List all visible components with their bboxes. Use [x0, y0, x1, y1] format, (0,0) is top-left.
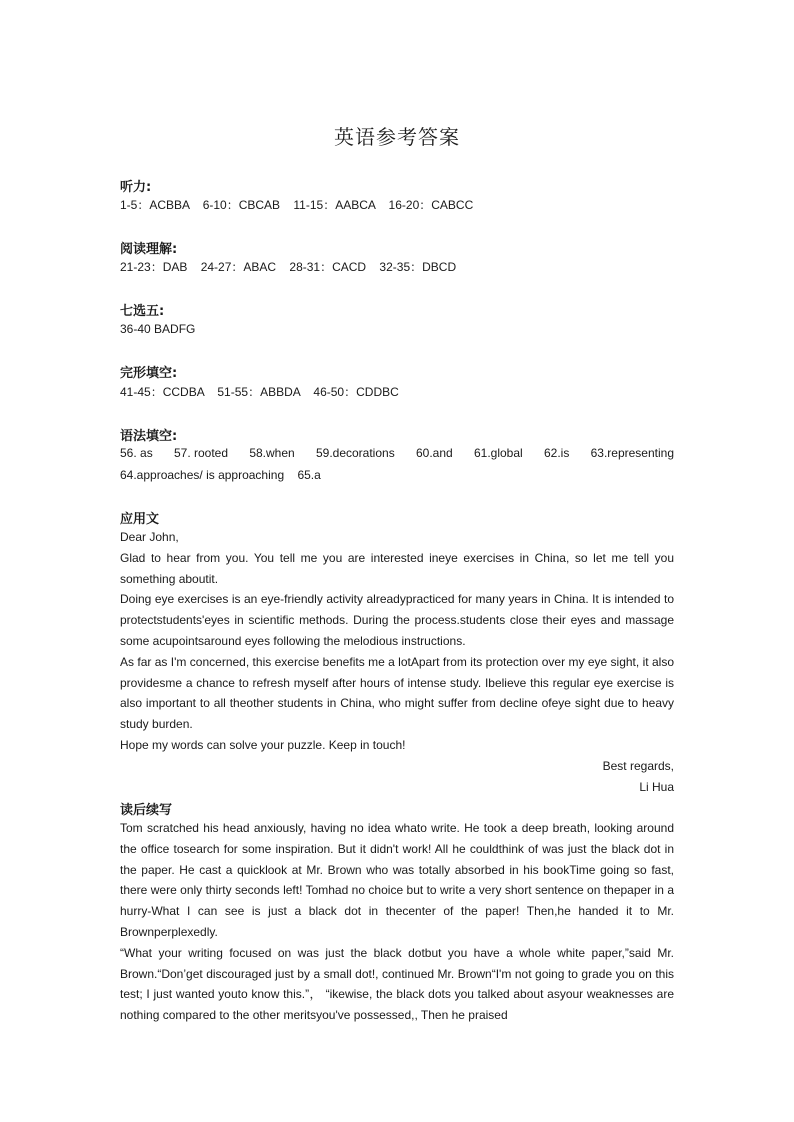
- grammar-answers-line2: 64.approaches/ is approaching 65.a: [120, 468, 321, 482]
- letter-salutation: Dear John,: [120, 530, 179, 544]
- reading-answers: 21-23：DAB 24-27：ABAC 28-31：CACD 32-35：DBCD: [120, 260, 457, 274]
- letter-paragraph: Hope my words can solve your puzzle. Keep in touch!: [120, 737, 406, 752]
- grammar-item: 62.is: [543, 446, 570, 460]
- grammar-item: 60.and: [415, 446, 453, 460]
- listening-answers: 1-5：ACBBA 6-10：CBCAB 11-15：AABCA 16-20：CABCC: [120, 198, 474, 212]
- grammar-item: 61.global: [473, 446, 523, 460]
- letter-body: [120, 527, 674, 756]
- letter-signature: Li Hua: [639, 780, 674, 794]
- grammar-heading: 语法填空:: [120, 429, 178, 444]
- grammar-item: 59.decorations: [315, 446, 395, 460]
- page-title: 英语参考答案: [334, 125, 460, 149]
- letter-paragraph: Doing eye exercises is an eye-friendly activity alreadypracticed for many years in China. It is intended to protectstudents'eyes in scientific methods. During the process.students close their eyes and massage some acupointsaround eyes following the melodious instructions.: [120, 592, 674, 648]
- continuation-body: [120, 818, 674, 1026]
- grammar-item: 56. as: [120, 446, 153, 460]
- grammar-item: 63.representing: [590, 446, 674, 460]
- cloze-answers: 41-45：CCDBA 51-55：ABBDA 46-50：CDDBC: [120, 385, 399, 399]
- grammar-item: 57. rooted: [173, 446, 229, 460]
- letter-paragraph: Glad to hear from you. You tell me you are interested ineye exercises in China, so let me tell you something aboutit.: [120, 550, 674, 586]
- reading-heading: 阅读理解:: [120, 242, 178, 257]
- grammar-item: 58.when: [249, 446, 295, 460]
- letter-closing: Best regards,: [602, 759, 674, 773]
- letter-paragraph: As far as I'm concerned, this exercise benefits me a lotApart from its protection over my eye sight, it also providesme a chance to refresh myself after hours of intense study. Ibelieve this regular eye exercise is also important to all theother students in China, who might suffer from decline ofeye sight due to heavy study burden.: [120, 654, 674, 732]
- continuation-paragraph: “What your writing focused on was just the black dotbut you have a whole white paper,”said Mr. Brown.“Don’get discouraged just by a small dot!, continued Mr. Brown“I'm not going to grade you on this test; I just wanted youto know this.”， “ikewise, the black dots you talked about asyour weaknesses are nothing compared to the other meritsyou've possessed,, Then he praised: [120, 945, 674, 1023]
- continuation-paragraph: Tom scratched his head anxiously, having no idea whato write. He took a deep breath, looking around the office tosearch for some inspiration. But it didn't work! All he couldthink of was just the black dot in the paper. He cast a quicklook at Mr. Brown who was totally absorbed in his bookTime going so fast, there were only thirty seconds left! Tomhad no choice but to write a very short sentence on thepaper in a hurry-What I can see is just a black dot in thecenter of the paper! Then,he handed it to Mr. Brownperplexedly.: [120, 821, 674, 939]
- listening-heading: 听力:: [120, 180, 152, 195]
- cloze-heading: 完形填空:: [120, 366, 178, 381]
- writing-heading: 应用文: [120, 512, 160, 527]
- seven-five-heading: 七选五:: [120, 304, 165, 319]
- grammar-answers-row: [120, 446, 674, 460]
- seven-five-answers: 36-40 BADFG: [120, 322, 196, 336]
- continuation-heading: 读后续写: [120, 803, 173, 818]
